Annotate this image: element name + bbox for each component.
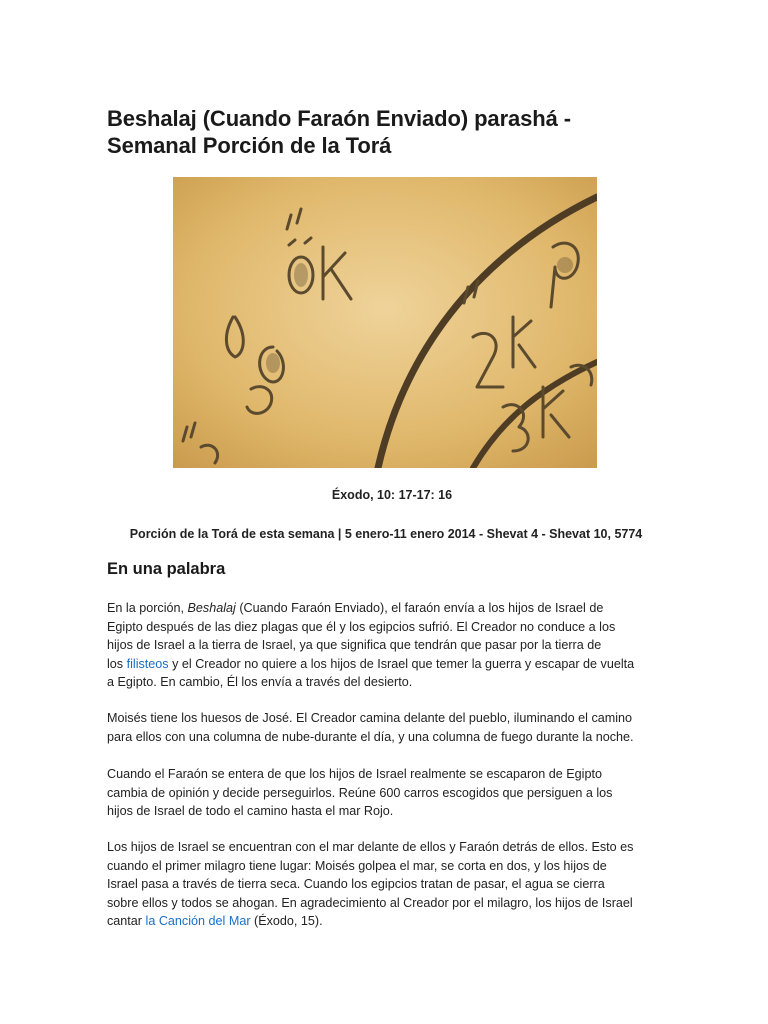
paragraph-4-line-3: Israel pasa a través de tierra seca. Cuando los egipcios tratan de pasar, el agua se cierra: [107, 877, 605, 892]
text-run: En la porción,: [107, 601, 188, 615]
paragraph-1-line-2: Egipto después de las diez plagas que él y los egipcios sufrió. El Creador no conduce a los: [107, 619, 616, 634]
text-run: cantar: [107, 914, 146, 929]
paragraph-4-line-5: [107, 912, 667, 931]
page-title: [107, 105, 667, 159]
paragraph-3: [107, 765, 667, 821]
text-run: (Cuando Faraón Enviado), el faraón envía a los hijos de Israel de: [235, 601, 604, 615]
paragraph-2-line-2: para ellos con una columna de nube-durante el día, y una columna de fuego durante la noche.: [107, 729, 634, 744]
paragraph-3-line-2: cambia de opinión y decide perseguirlos. Reúne 600 carros escogidos que persiguen a los: [107, 785, 613, 800]
section-heading: En una palabra: [107, 560, 226, 578]
filisteos-link[interactable]: filisteos: [126, 656, 169, 671]
page-title-line-2: Semanal Porción de la Torá: [107, 133, 392, 158]
scripture-reference: Éxodo, 10: 17-17: 16: [331, 488, 453, 502]
text-run: y el Creador no quiere a los hijos de Israel que temer la guerra y escapar de vuelta: [168, 656, 635, 671]
paragraph-1: [107, 599, 667, 692]
weekly-portion-dates: Porción de la Torá de esta semana | 5 enero-11 enero 2014 - Shevat 4 - Shevat 10, 5774: [129, 527, 643, 541]
manuscript-illustration: [173, 177, 597, 468]
paragraph-2-line-1: Moisés tiene los huesos de José. El Creador camina delante del pueblo, iluminando el camino: [107, 711, 633, 725]
paragraph-4-line-1: Los hijos de Israel se encuentran con el mar delante de ellos y Faraón detrás de ellos. Esto es: [107, 840, 634, 854]
text-run: los: [107, 656, 127, 671]
paragraph-2: [107, 709, 667, 746]
paragraph-4-line-2: cuando el primer milagro tiene lugar: Moisés golpea el mar, se corta en dos, y los hijos de: [107, 858, 607, 873]
parasha-name: Beshalaj: [187, 601, 236, 615]
paragraph-1-line-4: [107, 655, 667, 674]
hebrew-manuscript-image: [173, 177, 597, 468]
paragraph-1-line-5: a Egipto. En cambio, Él los envía a través del desierto.: [107, 675, 413, 690]
text-run: (Éxodo, 15).: [250, 914, 323, 929]
paragraph-3-line-3: hijos de Israel de todo el camino hasta el mar Rojo.: [107, 804, 394, 819]
paragraph-4-line-4: sobre ellos y todos se ahogan. En agradecimiento al Creador por el milagro, los hijos de Israel: [107, 895, 633, 910]
paragraph-4: [107, 838, 667, 931]
page-title-line-1: Beshalaj (Cuando Faraón Enviado) parashá -: [107, 106, 572, 131]
cancion-del-mar-link[interactable]: la Canción del Mar: [145, 914, 251, 929]
paragraph-1-line-3: hijos de Israel a la tierra de Israel, ya que significa que tendrán que pasar por la tierra de: [107, 638, 602, 653]
paragraph-1-line-1: [107, 599, 667, 618]
paragraph-3-line-1: Cuando el Faraón se entera de que los hijos de Israel realmente se escaparon de Egipto: [107, 767, 602, 781]
